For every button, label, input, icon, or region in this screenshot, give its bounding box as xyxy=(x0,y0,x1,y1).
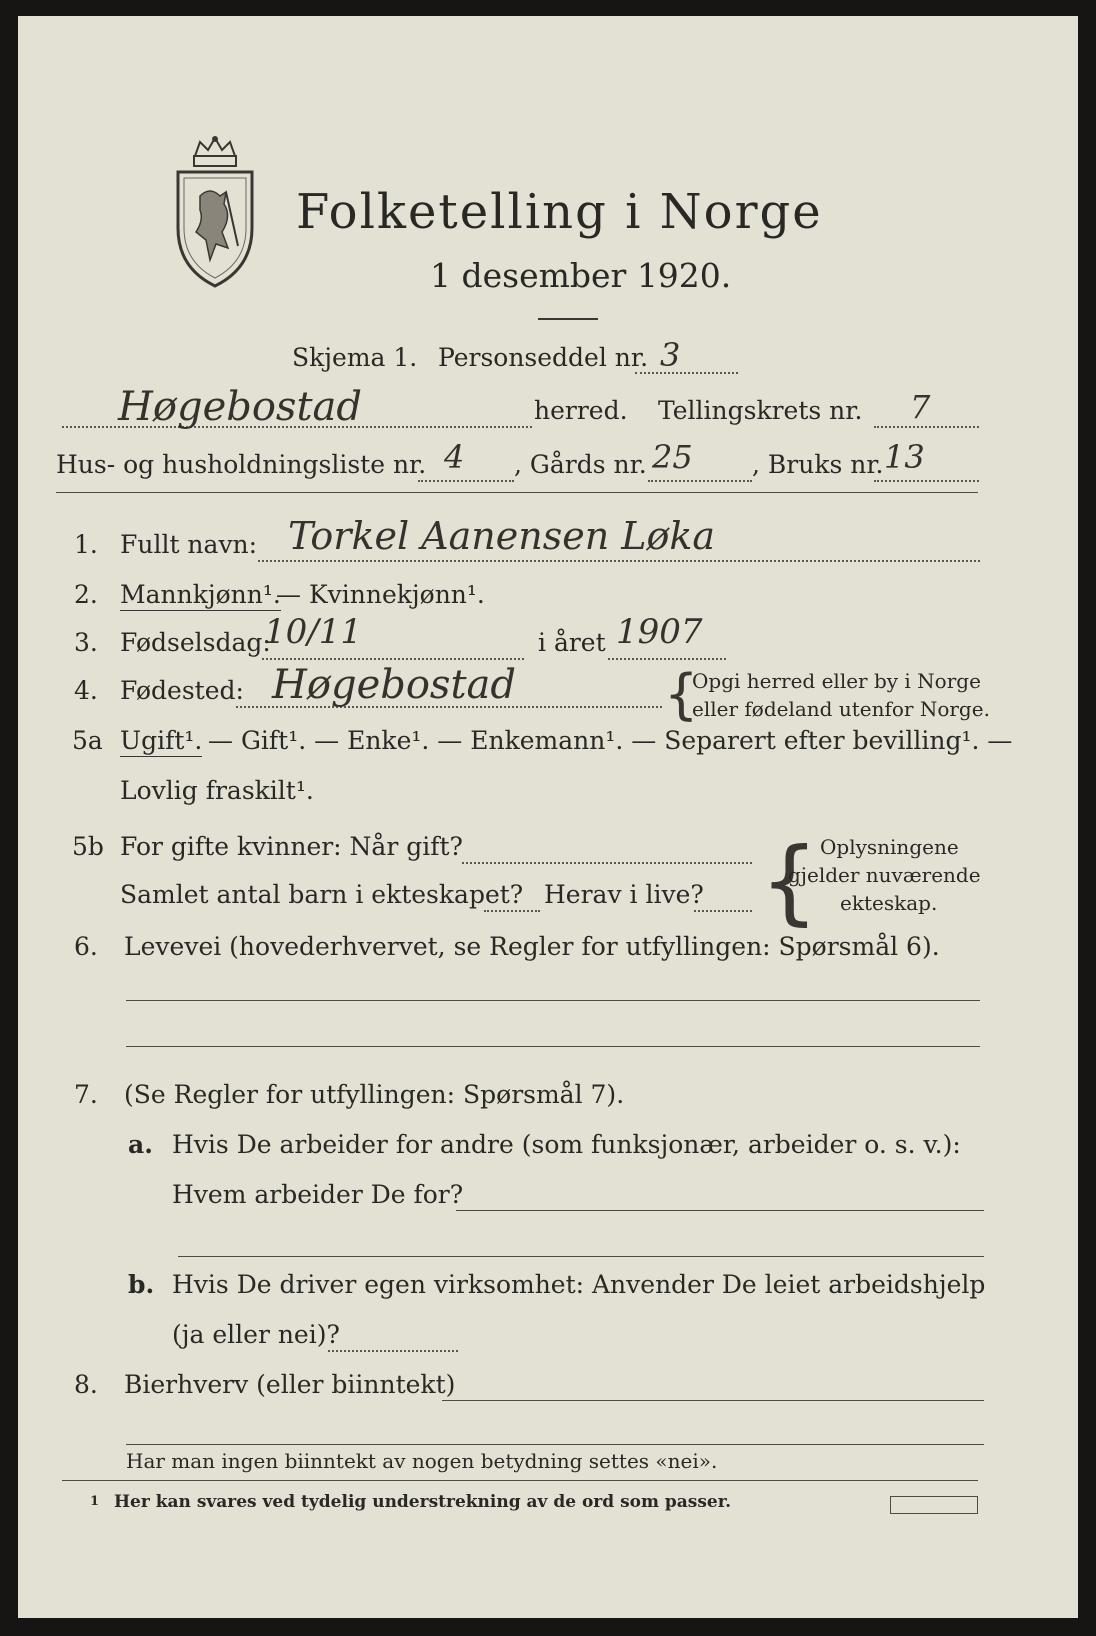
q6-label: Levevei (hovederhvervet, se Regler for utfyllingen: Spørsmål 6). xyxy=(124,932,940,961)
q8-answer-line-2 xyxy=(126,1444,984,1445)
q5b-note-3: ekteskap. xyxy=(840,891,938,915)
personseddel-label: Personseddel nr. xyxy=(438,343,649,372)
q4-note-1: Opgi herred eller by i Norge xyxy=(692,669,981,693)
bruks-value: 13 xyxy=(884,438,925,476)
page-subtitle: 1 desember 1920. xyxy=(430,256,732,295)
hus-label: Hus- og husholdningsliste nr. xyxy=(56,450,427,479)
q6-answer-line-2 xyxy=(126,1046,980,1047)
q2-mannkjonn: Mannkjønn¹. xyxy=(120,580,281,609)
q6-number: 6. xyxy=(74,932,98,961)
gards-label: , Gårds nr. xyxy=(514,450,647,479)
tellingskrets-label: Tellingskrets nr. xyxy=(658,396,863,425)
q5b-note-1: Oplysningene xyxy=(820,835,959,859)
q4-value: Høgebostad xyxy=(272,662,516,708)
q7-label: (Se Regler for utfyllingen: Spørsmål 7). xyxy=(124,1080,625,1109)
q4-note-2: eller fødeland utenfor Norge. xyxy=(692,697,990,721)
q7b-answer-line xyxy=(328,1350,458,1352)
q3-label: Fødselsdag: xyxy=(120,628,271,657)
q5b-label-1: For gifte kvinner: Når gift? xyxy=(120,832,463,861)
q1-label: Fullt navn: xyxy=(120,530,258,559)
q7a-answer-line-1 xyxy=(456,1210,984,1211)
q1-value: Torkel Aanensen Løka xyxy=(288,514,716,558)
bruks-label: , Bruks nr. xyxy=(752,450,884,479)
q5b-label-2: Samlet antal barn i ekteskapet? xyxy=(120,880,524,909)
q5a-options: — Gift¹. — Enke¹. — Enkemann¹. — Separert efter bevilling¹. — xyxy=(208,726,1013,755)
footnote-mark: 1 xyxy=(90,1494,100,1509)
q7-number: 7. xyxy=(74,1080,98,1109)
q3-number: 3. xyxy=(74,628,98,657)
q4-label: Fødested: xyxy=(120,676,244,705)
footnote-divider xyxy=(62,1480,978,1481)
q4-brace: { xyxy=(664,663,699,726)
q5b-line-3 xyxy=(694,910,752,912)
q3-year-value: 1907 xyxy=(616,612,703,652)
q5b-line-2 xyxy=(484,910,540,912)
q5b-label-3: Herav i live? xyxy=(544,880,704,909)
q7a-number: a. xyxy=(128,1130,153,1159)
q8-answer-line-1 xyxy=(442,1400,984,1401)
q5b-number: 5b xyxy=(72,832,104,861)
q3-year-label: i året xyxy=(538,628,606,657)
q5b-line-1 xyxy=(462,862,752,864)
q5b-brace: { xyxy=(760,828,819,935)
q5a-ugift: Ugift¹. xyxy=(120,726,203,755)
q1-line xyxy=(258,560,980,562)
hus-line xyxy=(418,480,514,482)
personseddel-value: 3 xyxy=(660,336,681,374)
q2-number: 2. xyxy=(74,580,98,609)
gards-line xyxy=(648,480,752,482)
q2-kvinnekjonn: — Kvinnekjønn¹. xyxy=(276,580,485,609)
q3-year-line xyxy=(608,658,726,660)
q8-number: 8. xyxy=(74,1370,98,1399)
title-divider xyxy=(538,318,598,320)
q5b-note-2: gjelder nuværende xyxy=(788,863,981,887)
footnote-text: Her kan svares ved tydelig understrekning av de ord som passer. xyxy=(114,1492,732,1512)
q3-value: 10/11 xyxy=(264,612,362,652)
bruks-line xyxy=(874,480,979,482)
schema-label: Skjema 1. xyxy=(292,343,418,372)
q7b-number: b. xyxy=(128,1270,155,1299)
gards-value: 25 xyxy=(652,438,693,476)
header-divider xyxy=(56,492,978,493)
q3-line xyxy=(262,658,524,660)
tellingskrets-value: 7 xyxy=(910,388,931,426)
tellingskrets-line xyxy=(874,426,979,428)
q7b-line-1: Hvis De driver egen virksomhet: Anvender De leiet arbeidshjelp xyxy=(172,1270,986,1299)
q7a-answer-line-2 xyxy=(178,1256,984,1257)
q1-number: 1. xyxy=(74,530,98,559)
q7b-line-2: (ja eller nei)? xyxy=(172,1320,340,1349)
q4-number: 4. xyxy=(74,676,98,705)
hus-value: 4 xyxy=(444,438,465,476)
herred-value: Høgebostad xyxy=(118,384,362,430)
printer-stamp xyxy=(890,1496,978,1514)
census-form xyxy=(18,16,1078,1618)
q5a-line-2: Lovlig fraskilt¹. xyxy=(120,776,314,805)
q7a-line-2: Hvem arbeider De for? xyxy=(172,1180,464,1209)
personseddel-line xyxy=(635,372,738,374)
q7a-line-1: Hvis De arbeider for andre (som funksjonær, arbeider o. s. v.): xyxy=(172,1130,961,1159)
page-title: Folketelling i Norge xyxy=(296,184,823,240)
coat-of-arms-icon xyxy=(170,136,260,288)
herred-label: herred. xyxy=(534,396,628,425)
q5a-number: 5a xyxy=(72,726,103,755)
q6-answer-line-1 xyxy=(126,1000,980,1001)
biinntekt-note: Har man ingen biinntekt av nogen betydning settes «nei». xyxy=(126,1449,718,1473)
q8-label: Bierhverv (eller biinntekt) xyxy=(124,1370,456,1399)
